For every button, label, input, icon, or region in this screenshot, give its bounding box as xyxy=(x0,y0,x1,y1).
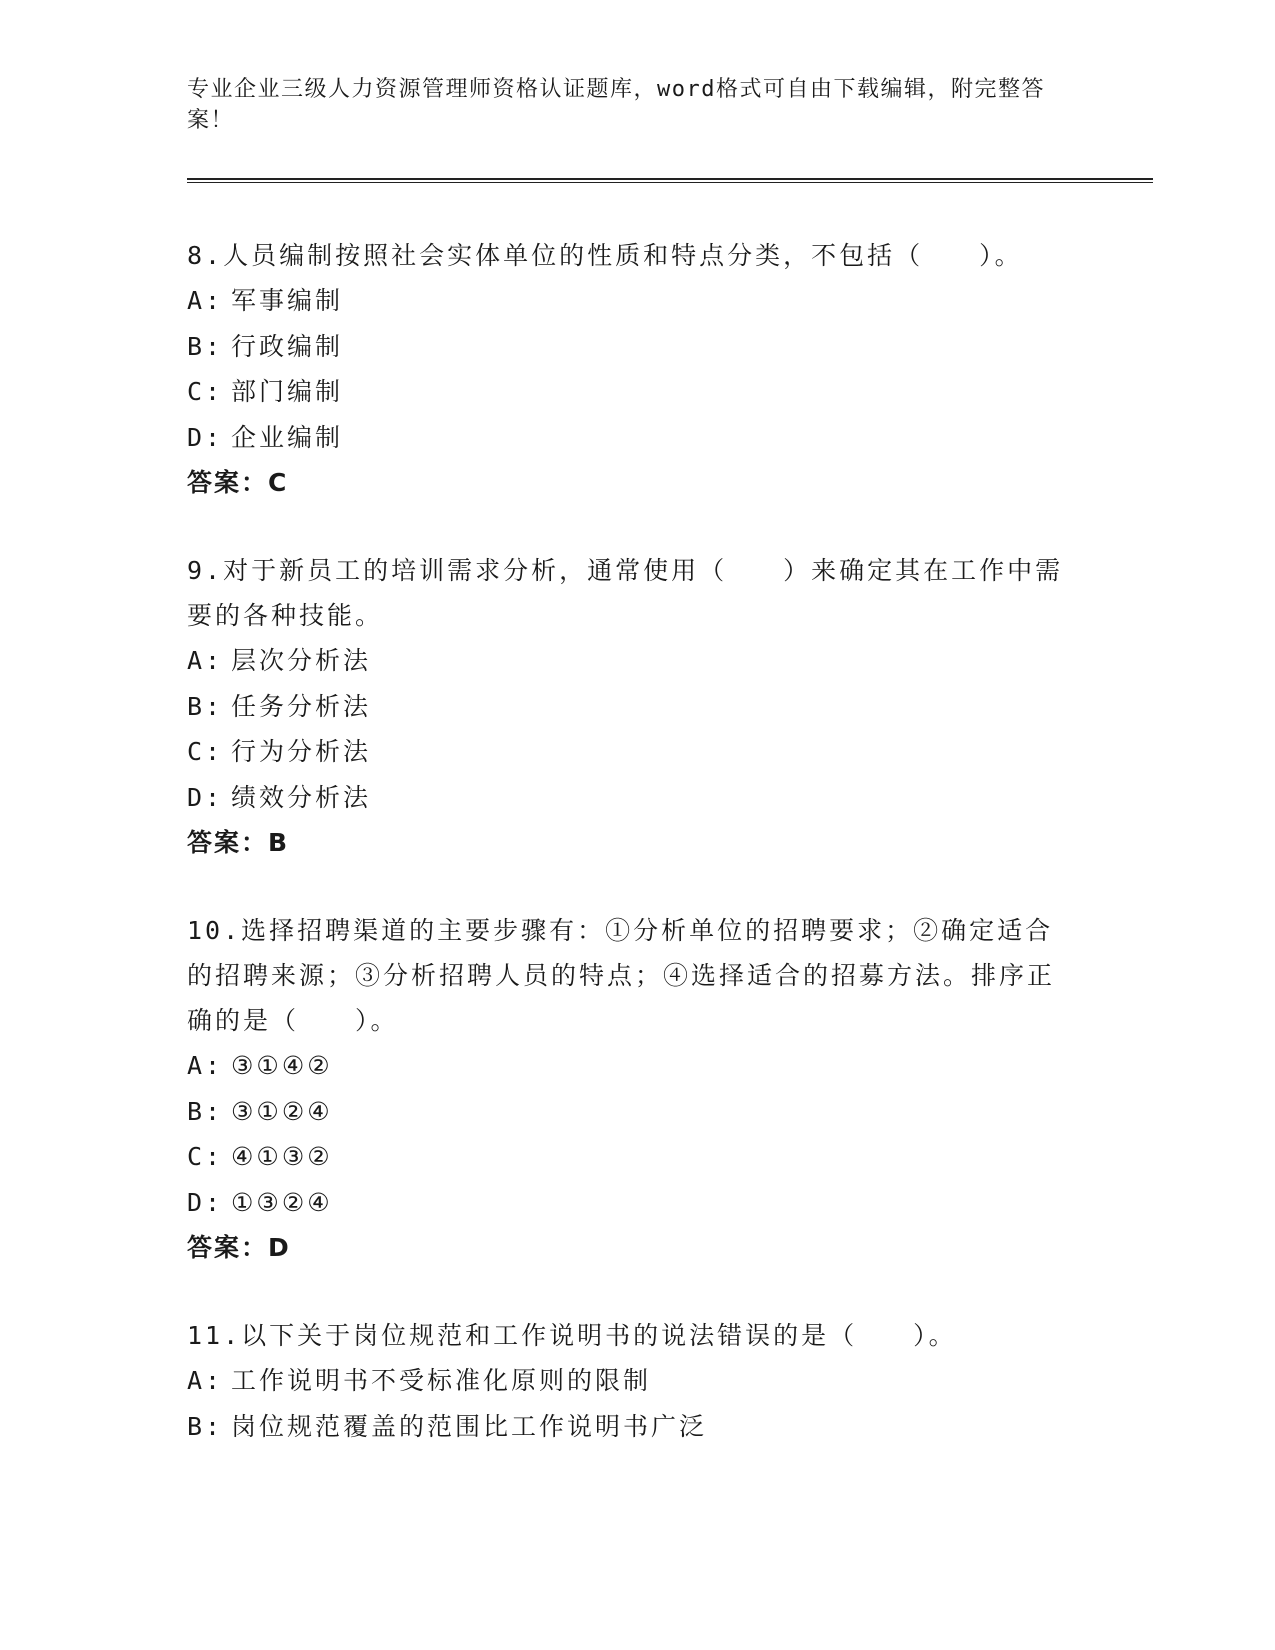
option-text: 岗位规范覆盖的范围比工作说明书广泛 xyxy=(231,1411,708,1441)
option-c xyxy=(187,369,1153,415)
option-letter: D: xyxy=(187,1187,224,1217)
option-letter: D: xyxy=(187,422,224,452)
header-divider xyxy=(187,178,1153,183)
option-a xyxy=(187,278,1153,324)
option-letter: A: xyxy=(187,646,224,675)
option-letter: D: xyxy=(187,782,224,812)
option-d xyxy=(187,415,1153,461)
option-letter: A: xyxy=(187,1366,224,1395)
option-letter: C: xyxy=(187,737,224,766)
option-b xyxy=(187,684,1153,730)
answer-label: 答案： xyxy=(187,1233,269,1262)
option-letter: A: xyxy=(187,286,224,315)
answer-label: 答案： xyxy=(187,828,269,857)
question-stem: 11.以下关于岗位规范和工作说明书的说法错误的是（ ）。 xyxy=(187,1321,957,1350)
option-letter: B: xyxy=(187,691,224,721)
question-stem: 9.对于新员工的培训需求分析，通常使用（ ）来确定其在工作中需要的各种技能。 xyxy=(187,556,1064,630)
option-letter: B: xyxy=(187,1411,224,1441)
option-letter: A: xyxy=(187,1051,224,1080)
question-9 xyxy=(187,548,1153,865)
answer-line xyxy=(187,820,1153,865)
option-b xyxy=(187,324,1153,370)
option-text: 行政编制 xyxy=(231,331,344,361)
question-11 xyxy=(187,1313,1153,1449)
option-text: ①③②④ xyxy=(231,1187,333,1217)
option-d xyxy=(187,775,1153,821)
option-c xyxy=(187,1134,1153,1180)
answer-line xyxy=(187,1225,1153,1270)
option-text: 部门编制 xyxy=(231,377,344,406)
option-a xyxy=(187,1358,1153,1404)
page-header-text: 专业企业三级人力资源管理师资格认证题库，word格式可自由下载编辑，附完整答案！ xyxy=(187,77,1045,133)
option-b xyxy=(187,1089,1153,1135)
option-letter: B: xyxy=(187,331,224,361)
option-d xyxy=(187,1180,1153,1226)
option-text: ③①②④ xyxy=(231,1096,333,1126)
question-list xyxy=(187,233,1153,1492)
question-8 xyxy=(187,233,1153,505)
answer-line xyxy=(187,460,1153,505)
answer-value: C xyxy=(268,468,287,497)
answer-value: B xyxy=(268,828,288,857)
option-text: ③①④② xyxy=(231,1051,333,1080)
question-stem: 10.选择招聘渠道的主要步骤有：①分析单位的招聘要求；②确定适合的招聘来源；③分析招聘人员的特点；④选择适合的招募方法。排序正确的是（ ）。 xyxy=(187,916,1056,1035)
option-text: 企业编制 xyxy=(231,422,344,452)
question-10 xyxy=(187,908,1153,1270)
option-letter: B: xyxy=(187,1096,224,1126)
option-a xyxy=(187,1043,1153,1089)
option-text: ④①③② xyxy=(231,1142,333,1171)
answer-label: 答案： xyxy=(187,468,269,497)
option-text: 工作说明书不受标准化原则的限制 xyxy=(231,1366,652,1395)
option-text: 绩效分析法 xyxy=(231,782,372,812)
option-text: 军事编制 xyxy=(231,286,344,315)
option-text: 行为分析法 xyxy=(231,737,372,766)
option-c xyxy=(187,729,1153,775)
question-stem: 8.人员编制按照社会实体单位的性质和特点分类，不包括（ ）。 xyxy=(187,241,1023,270)
option-b xyxy=(187,1404,1153,1450)
answer-value: D xyxy=(268,1233,289,1262)
option-text: 任务分析法 xyxy=(231,691,372,721)
option-letter: C: xyxy=(187,377,224,406)
option-text: 层次分析法 xyxy=(231,646,372,675)
option-a xyxy=(187,638,1153,684)
option-letter: C: xyxy=(187,1142,224,1171)
